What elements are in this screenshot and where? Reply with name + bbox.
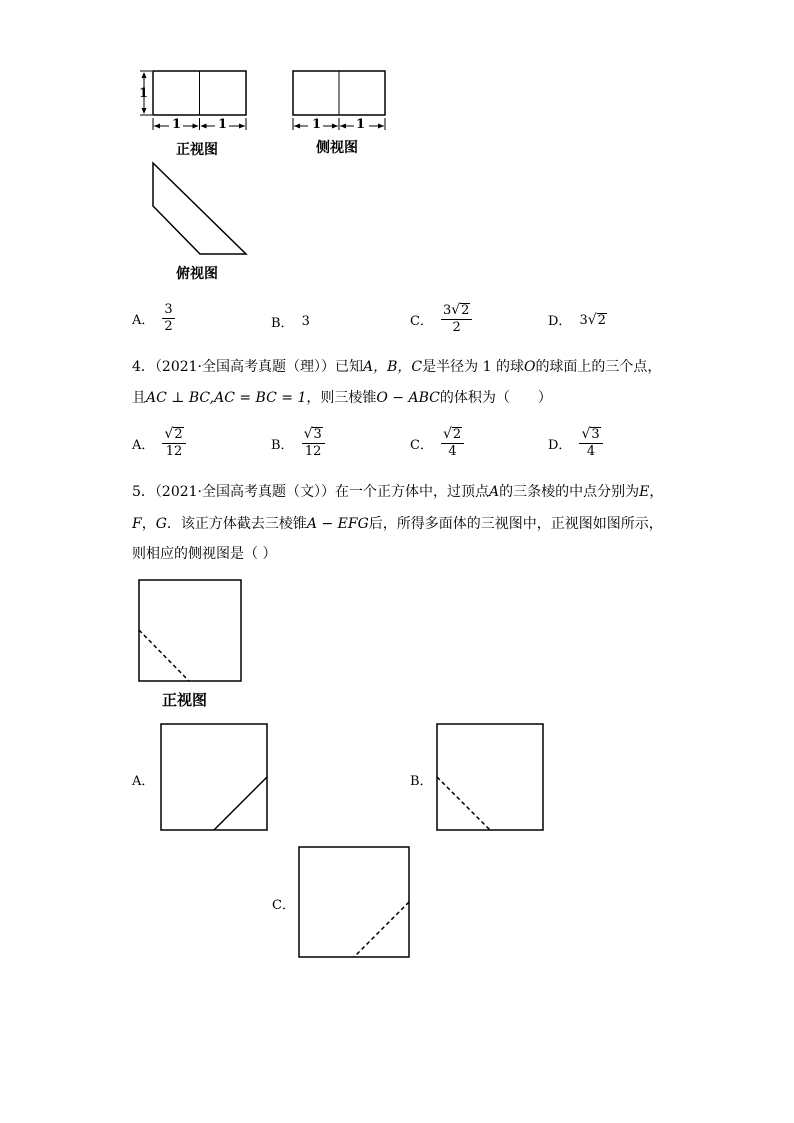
q4-option-b-fraction: √ 3 12 <box>302 426 325 460</box>
side-view-caption: 侧视图 <box>316 140 358 156</box>
q3-option-a-fraction: $\frac{3}{2}$ <box>164 302 173 334</box>
side-dim-right-label: 1 <box>356 117 366 132</box>
q4-option-c-label: C． <box>410 437 433 453</box>
q5-option-c-dashed-edge <box>354 902 409 957</box>
q3-option-c-fraction: 3 √ 2 2 <box>441 302 472 336</box>
q5-option-b-figure[interactable] <box>436 723 546 833</box>
q5-front-view-outline <box>139 580 241 681</box>
q5-option-a-label: A． <box>132 774 155 789</box>
q4-option-c[interactable] <box>410 426 464 460</box>
q5-front-view-figure <box>138 579 244 685</box>
top-view-caption: 俯视图 <box>176 266 218 282</box>
q3-option-a[interactable] <box>132 302 175 335</box>
dim-height-label: 1 <box>139 86 149 101</box>
side-dim-left-label: 1 <box>312 117 322 132</box>
q5-option-c-label: C． <box>272 898 295 913</box>
q4-option-a-fraction: √ 2 12 <box>162 426 185 460</box>
q3-option-b[interactable] <box>271 312 310 331</box>
front-view-caption: 正视图 <box>176 142 218 158</box>
top-view-outline <box>153 163 246 254</box>
dim-width-right-label: 1 <box>218 117 228 132</box>
q3-option-d[interactable] <box>548 310 607 329</box>
q3-option-c[interactable] <box>410 302 472 336</box>
dim-width-left-label: 1 <box>172 117 182 132</box>
q3-front-view-figure <box>135 66 255 136</box>
q3-top-view-figure <box>145 158 255 263</box>
q5-option-c[interactable] <box>272 894 295 913</box>
q4-option-d-label: D． <box>548 437 572 453</box>
q5-option-a-solid-edge <box>214 777 267 830</box>
q4-option-b[interactable] <box>271 426 325 460</box>
q4-option-d-fraction: √ 3 4 <box>579 426 602 460</box>
q4-option-d[interactable] <box>548 426 603 460</box>
q5-stem-line1: 5．（2021·全国高考真题（文））在一个正方体中，过顶点A的三条棱的中点分别为E， <box>132 484 664 500</box>
q4-stem-line2: 且AC ⊥ BC,AC = BC = 1，则三棱锥O − ABC的体积为（ ） <box>132 390 552 406</box>
q4-option-a-label: A． <box>132 437 155 453</box>
q3-option-a-label: A． <box>132 313 155 328</box>
q5-option-c-figure[interactable] <box>298 846 412 960</box>
q5-option-b[interactable] <box>410 770 433 789</box>
q5-option-a-figure[interactable] <box>160 723 270 833</box>
q5-stem-line3: 则相应的侧视图是（ ） <box>132 546 277 562</box>
q4-option-b-label: B． <box>271 437 294 453</box>
q3-option-b-label: B． <box>271 316 294 331</box>
q5-front-view-caption: 正视图 <box>162 691 208 709</box>
q4-option-c-fraction: √ 2 4 <box>441 426 464 460</box>
q5-option-a[interactable] <box>132 770 154 789</box>
q5-front-view-dashed-edge <box>139 630 189 681</box>
q3-option-d-value: 3 √ 2 <box>579 311 606 328</box>
q5-option-b-label: B． <box>410 774 433 789</box>
q3-option-b-value: 3 <box>301 314 310 329</box>
q4-stem-line1: 4．（2021·全国高考真题（理））已知A，B，C是半径为 1 的球O的球面上的三个点， <box>132 359 662 375</box>
q5-stem-line2: F，G．该正方体截去三棱锥A − EFG后，所得多面体的三视图中，正视图如图所示， <box>132 516 663 532</box>
q3-option-d-label: D． <box>548 314 572 329</box>
q3-side-view-figure <box>285 66 395 136</box>
q5-option-b-dashed-edge <box>437 777 490 830</box>
q4-option-a[interactable] <box>132 426 186 460</box>
q3-option-c-label: C． <box>410 313 433 329</box>
